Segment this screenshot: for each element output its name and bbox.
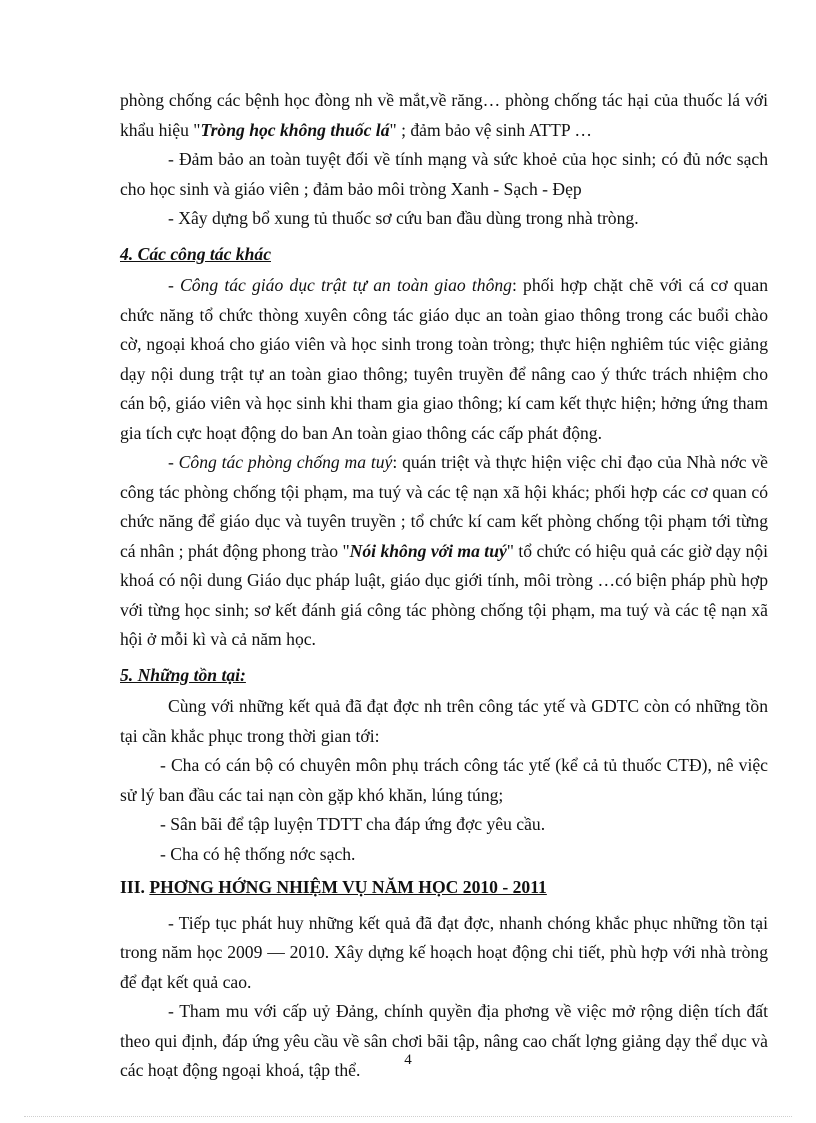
paragraph-safety: - Đảm bảo an toàn tuyệt đối về tính mạng và sức khoẻ của học sinh; có đủ nớc sạch cho học sinh và giáo viên ; đảm bảo môi tròng Xanh - Sạch - Đẹp (120, 149, 768, 199)
paragraph-shortcomings-intro: Cùng với những kết quả đã đạt đợc nh trên công tác ytế và GDTC còn có những tồn tại cần khắc phục trong thời gian tới: (120, 696, 768, 746)
drug-prevention-label: - Công tác phòng chống ma tuý (168, 452, 393, 472)
section-heading-shortcomings: 5. Những tồn tại: (120, 664, 246, 685)
section-heading-direction: III. PHƠNG HỚNG NHIỆM VỤ NĂM HỌC 2010 - 2011 (120, 877, 547, 897)
list-item-shortcoming-staff: - Cha có cán bộ có chuyên môn phụ trách công tác ytế (kể cả tủ thuốc CTĐ), nê việc sử lý ban đầu các tai nạn còn gặp khó khăn, lúng túng; (120, 755, 768, 805)
paragraph-health-prevention: phòng chống các bệnh học đòng nh về mắt,về răng… phòng chống tác hại của thuốc lá với khẩu hiệu "Tròng học không thuốc lá" ; đảm bảo vệ sinh ATTP … (120, 90, 768, 140)
list-item-shortcoming-field: - Sân bãi để tập luyện TDTT cha đáp ứng đợc yêu cầu. (160, 814, 546, 834)
slogan-no-smoking: Tròng học không thuốc lá (200, 119, 390, 140)
paragraph-traffic-safety: - Công tác giáo dục trật tự an toàn giao thông: phối hợp chặt chẽ với cá cơ quan chức năng tổ chức thòng xuyên công tác giáo dục an toàn giao thông trong các buổi chào cờ, ngoại khoá cho giáo viên và học sinh trong toàn tròng; thực hiện nghiêm túc việc giảng dạy nội dung trật tự an toàn giao thông; tuyên truyền để nâng cao ý thức trách nhiệm cho cán bộ, giáo viên và học sinh khi tham gia giao thông; kí cam kết thực hiện; hởng ứng tham gia tích cực hoạt động do ban An toàn giao thông các cấp phát động. (120, 275, 769, 443)
paragraph-direction-continue: - Tiếp tục phát huy những kết quả đã đạt đợc, nhanh chóng khắc phục những tồn tại trong năm học 2009 — 2010. Xây dựng kế hoạch hoạt động chi tiết, phù hợp với nhà tròng để đạt kết quả cao. (120, 912, 768, 992)
paragraph-first-aid: - Xây dựng bổ xung tủ thuốc sơ cứu ban đầu dùng trong nhà tròng. (168, 208, 639, 228)
section-heading-other-tasks: 4. Các công tác khác (120, 243, 271, 264)
list-item-shortcoming-water: - Cha có hệ thống nớc sạch. (160, 843, 356, 864)
page-bottom-rule (24, 1116, 792, 1117)
traffic-safety-label: - Công tác giáo dục trật tự an toàn giao thông (168, 275, 512, 295)
paragraph-direction-advise: - Tham mu với cấp uỷ Đảng, chính quyền địa phơng về việc mở rộng diện tích đất theo qui định, đáp ứng yêu cầu về sân chơi bãi tập, nâng cao chất lợng giảng dạy thể dục và các hoạt động ngoại khoá, tập thể. (120, 1001, 768, 1080)
slogan-say-no-to-drugs: Nói không với ma tuý (349, 540, 507, 561)
page-number: 4 (404, 1052, 412, 1068)
page-content (120, 86, 768, 1086)
paragraph-drug-prevention: - Công tác phòng chống ma tuý: quán triệt và thực hiện việc chỉ đạo của Nhà nớc về công tác phòng chống tội phạm, ma tuý và các tệ nạn xã hội khác; phối hợp các cơ quan có chức năng để giáo dục và tuyên truyền ; tổ chức kí cam kết phòng chống tội phạm tới từng cá nhân ; phát động phong trào "Nói không với ma tuý" tổ chức có hiệu quả các giờ dạy nội khoá có nội dung Giáo dục pháp luật, giáo dục giới tính, môi tròng …có biện pháp phù hợp với từng học sinh; sơ kết đánh giá công tác phòng chống tội phạm, ma tuý và các tệ nạn xã hội ở mỗi kì và cả năm học. (120, 452, 768, 649)
